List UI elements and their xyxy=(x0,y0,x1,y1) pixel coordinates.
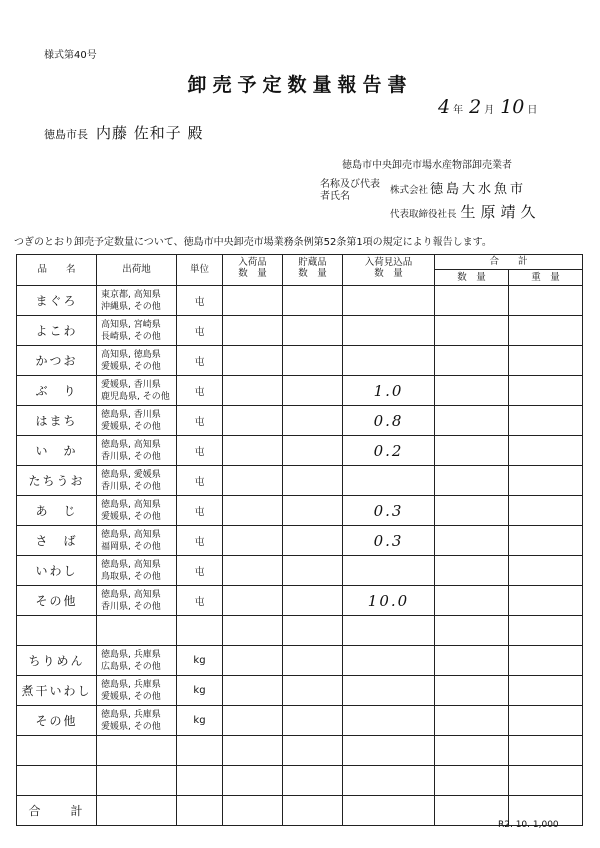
header-total xyxy=(435,255,583,286)
origin-line: 徳島県, 高知県 xyxy=(101,499,161,510)
item-name: たちうお xyxy=(17,466,97,496)
origin xyxy=(97,436,177,466)
header-arrival: 入荷品 数 量 xyxy=(223,255,283,286)
total-qty xyxy=(435,496,509,526)
stock-qty xyxy=(283,556,343,586)
origin-line: 長崎県, その他 xyxy=(101,331,161,342)
total-weight xyxy=(509,286,583,316)
origin-line: 徳島県, 高知県 xyxy=(101,439,161,450)
table-row xyxy=(17,526,583,556)
total-weight xyxy=(509,556,583,586)
origin-line: 徳島県, 兵庫県 xyxy=(101,649,161,660)
document-title: 卸売予定数量報告書 xyxy=(187,74,413,96)
item-name: い か xyxy=(17,436,97,466)
total-qty xyxy=(435,466,509,496)
table-row xyxy=(17,586,583,616)
blank-row xyxy=(17,766,583,796)
total-weight xyxy=(509,496,583,526)
expected-qty: 10.0 xyxy=(343,586,435,616)
total-weight xyxy=(509,706,583,736)
arrival-qty xyxy=(223,436,283,466)
stock-qty xyxy=(283,436,343,466)
arrival-qty xyxy=(223,556,283,586)
arrival-qty xyxy=(223,526,283,556)
total-qty xyxy=(435,706,509,736)
total-qty xyxy=(435,436,509,466)
representative-title: 代表取締役社長 xyxy=(390,209,457,220)
origin xyxy=(97,556,177,586)
expected-qty: 1.0 xyxy=(343,376,435,406)
origin-line: 東京都, 高知県 xyxy=(101,289,161,300)
form-number: 様式第40号 xyxy=(44,50,97,61)
unit: kg xyxy=(177,646,223,676)
origin-line: 香川県, その他 xyxy=(101,451,161,462)
unit: 屯 xyxy=(177,466,223,496)
table-row xyxy=(17,286,583,316)
arrival-qty xyxy=(223,706,283,736)
origin-line: 愛媛県, その他 xyxy=(101,361,161,372)
origin-line: 徳島県, 高知県 xyxy=(101,559,161,570)
expected-qty: 0.3 xyxy=(343,496,435,526)
item-name: はまち xyxy=(17,406,97,436)
origin-line: 徳島県, 香川県 xyxy=(101,409,161,420)
origin-line: 愛媛県, その他 xyxy=(101,421,161,432)
total-weight xyxy=(509,676,583,706)
name-and-representative-label: 名称及び代表者氏名 xyxy=(320,179,380,202)
table-row xyxy=(17,496,583,526)
arrival-qty xyxy=(223,316,283,346)
total-weight xyxy=(509,526,583,556)
origin-line: 高知県, 宮崎県 xyxy=(101,319,161,330)
unit: 屯 xyxy=(177,586,223,616)
stock-qty xyxy=(283,406,343,436)
origin xyxy=(97,676,177,706)
total-qty xyxy=(435,406,509,436)
total-qty xyxy=(435,286,509,316)
origin-line: 徳島県, 高知県 xyxy=(101,529,161,540)
date-day: 10 xyxy=(500,96,525,118)
origin-line: 愛媛県, その他 xyxy=(101,691,161,702)
stock-qty xyxy=(283,466,343,496)
stock-qty xyxy=(283,496,343,526)
header-origin: 出荷地 xyxy=(97,255,177,286)
table-row xyxy=(17,406,583,436)
expected-qty xyxy=(343,286,435,316)
arrival-qty xyxy=(223,496,283,526)
total-weight xyxy=(509,406,583,436)
expected-qty: 0.3 xyxy=(343,526,435,556)
total-qty xyxy=(435,556,509,586)
item-name: ちりめん xyxy=(17,646,97,676)
table-row xyxy=(17,436,583,466)
origin xyxy=(97,346,177,376)
date-year-unit: 年 xyxy=(453,105,464,116)
header-total-qty: 数 量 xyxy=(435,270,509,285)
unit: 屯 xyxy=(177,346,223,376)
representative-name: 生原靖久 xyxy=(460,203,541,221)
unit: 屯 xyxy=(177,286,223,316)
stock-qty xyxy=(283,676,343,706)
total-qty xyxy=(435,376,509,406)
blank-row xyxy=(17,736,583,766)
arrival-qty xyxy=(223,286,283,316)
unit: 屯 xyxy=(177,406,223,436)
arrival-qty xyxy=(223,466,283,496)
expected-qty xyxy=(343,706,435,736)
origin-line: 高知県, 徳島県 xyxy=(101,349,161,360)
company-main-name: 徳島大水魚市 xyxy=(430,182,527,197)
unit: kg xyxy=(177,706,223,736)
expected-qty xyxy=(343,346,435,376)
origin-line: 鳥取県, その他 xyxy=(101,571,161,582)
origin-line: 愛媛県, その他 xyxy=(101,511,161,522)
unit: 屯 xyxy=(177,496,223,526)
date-month-unit: 月 xyxy=(484,105,495,116)
total-qty xyxy=(435,676,509,706)
total-weight xyxy=(509,436,583,466)
expected-qty xyxy=(343,556,435,586)
arrival-qty xyxy=(223,406,283,436)
origin xyxy=(97,586,177,616)
header-expected: 入荷見込品 数 量 xyxy=(343,255,435,286)
arrival-qty xyxy=(223,646,283,676)
stock-qty xyxy=(283,286,343,316)
table-row xyxy=(17,676,583,706)
date-month: 2 xyxy=(469,96,482,118)
origin-line: 広島県, その他 xyxy=(101,661,161,672)
origin xyxy=(97,406,177,436)
total-weight xyxy=(509,376,583,406)
company-name xyxy=(390,178,526,197)
report-table xyxy=(16,254,583,826)
report-date xyxy=(438,96,543,118)
expected-qty: 0.8 xyxy=(343,406,435,436)
unit: 屯 xyxy=(177,436,223,466)
origin-line: 沖縄県, その他 xyxy=(101,301,161,312)
total-weight xyxy=(509,646,583,676)
stock-qty xyxy=(283,586,343,616)
print-code: R2. 10. 1,000 xyxy=(498,820,559,830)
table-row xyxy=(17,466,583,496)
total-qty xyxy=(435,346,509,376)
origin xyxy=(97,496,177,526)
item-name: さ ば xyxy=(17,526,97,556)
unit: 屯 xyxy=(177,316,223,346)
origin-line: 鹿児島県, その他 xyxy=(101,391,170,402)
item-name: ぶ り xyxy=(17,376,97,406)
total-qty xyxy=(435,646,509,676)
origin-line: 徳島県, 兵庫県 xyxy=(101,709,161,720)
item-name: いわし xyxy=(17,556,97,586)
origin xyxy=(97,376,177,406)
expected-qty xyxy=(343,466,435,496)
arrival-qty xyxy=(223,376,283,406)
origin-line: 徳島県, 愛媛県 xyxy=(101,469,161,480)
header-unit: 単位 xyxy=(177,255,223,286)
table-row xyxy=(17,346,583,376)
origin xyxy=(97,286,177,316)
addressee-title: 徳島市長 xyxy=(44,128,88,141)
item-name: よこわ xyxy=(17,316,97,346)
item-name: その他 xyxy=(17,586,97,616)
item-name: その他 xyxy=(17,706,97,736)
origin xyxy=(97,466,177,496)
total-weight xyxy=(509,586,583,616)
table-row xyxy=(17,316,583,346)
total-qty xyxy=(435,586,509,616)
origin-line: 徳島県, 高知県 xyxy=(101,589,161,600)
origin xyxy=(97,316,177,346)
item-name: かつお xyxy=(17,346,97,376)
total-qty xyxy=(435,526,509,556)
sender-association: 徳島市中央卸売市場水産物部卸売業者 xyxy=(342,160,512,171)
table-row xyxy=(17,556,583,586)
header-total-weight: 重 量 xyxy=(531,272,560,283)
table-row xyxy=(17,646,583,676)
company-prefix: 株式会社 xyxy=(390,185,429,196)
origin-line: 福岡県, その他 xyxy=(101,541,161,552)
total-label: 合 計 xyxy=(17,796,97,826)
report-statement: つぎのとおり卸売予定数量について、徳島市中央卸売市場業務条例第52条第1項の規定により報告します。 xyxy=(14,237,492,248)
origin-line: 香川県, その他 xyxy=(101,481,161,492)
unit: kg xyxy=(177,676,223,706)
unit: 屯 xyxy=(177,556,223,586)
origin-line: 香川県, その他 xyxy=(101,601,161,612)
header-stock: 貯蔵品 数 量 xyxy=(283,255,343,286)
item-name: あ じ xyxy=(17,496,97,526)
arrival-qty xyxy=(223,346,283,376)
expected-qty xyxy=(343,316,435,346)
origin-line: 愛媛県, 香川県 xyxy=(101,379,161,390)
item-name: 煮干いわし xyxy=(17,676,97,706)
origin-line: 愛媛県, その他 xyxy=(101,721,161,732)
representative xyxy=(390,201,541,222)
total-weight xyxy=(509,346,583,376)
origin xyxy=(97,526,177,556)
date-year: 4 xyxy=(438,96,451,118)
total-weight xyxy=(509,466,583,496)
table-row xyxy=(17,706,583,736)
arrival-qty xyxy=(223,676,283,706)
blank-row xyxy=(17,616,583,646)
table-row xyxy=(17,376,583,406)
stock-qty xyxy=(283,316,343,346)
stock-qty xyxy=(283,526,343,556)
addressee-name: 内藤 佐和子 殿 xyxy=(96,124,204,142)
item-name: まぐろ xyxy=(17,286,97,316)
stock-qty xyxy=(283,346,343,376)
date-day-unit: 日 xyxy=(527,105,538,116)
unit: 屯 xyxy=(177,526,223,556)
expected-qty xyxy=(343,676,435,706)
arrival-qty xyxy=(223,586,283,616)
stock-qty xyxy=(283,706,343,736)
total-qty xyxy=(435,316,509,346)
stock-qty xyxy=(283,376,343,406)
total-weight xyxy=(509,316,583,346)
expected-qty: 0.2 xyxy=(343,436,435,466)
header-item: 品 名 xyxy=(17,255,97,286)
header-total-label: 合 計 xyxy=(435,255,582,270)
stock-qty xyxy=(283,646,343,676)
origin-line: 徳島県, 兵庫県 xyxy=(101,679,161,690)
origin xyxy=(97,646,177,676)
origin xyxy=(97,706,177,736)
unit: 屯 xyxy=(177,376,223,406)
expected-qty xyxy=(343,646,435,676)
addressee xyxy=(44,122,204,143)
